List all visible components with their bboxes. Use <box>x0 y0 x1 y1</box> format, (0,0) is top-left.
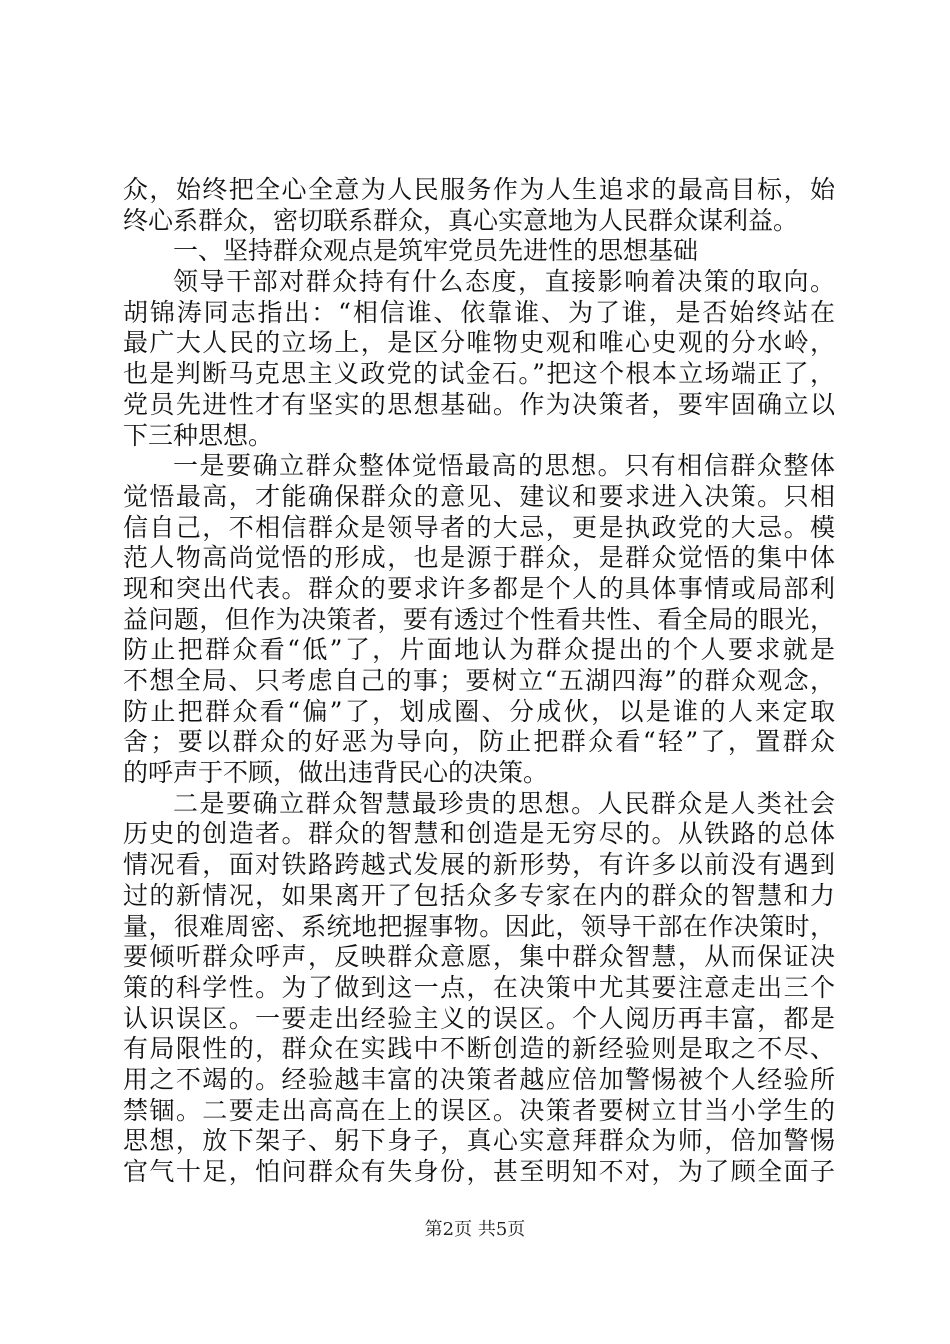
text-line: 用之不竭的。经验越丰富的决策者越应倍加警惕被个人经验所 <box>123 1064 835 1094</box>
text-line: 防止把群众看“低”了，片面地认为群众提出的个人要求就是 <box>123 635 835 665</box>
text-line: 信自己，不相信群众是领导者的大忌，更是执政党的大忌。模 <box>123 512 835 542</box>
text-line: 不想全局、只考虑自己的事；要树立“五湖四海”的群众观念， <box>123 666 835 695</box>
document-body <box>123 175 835 1188</box>
text-line: 一是要确立群众整体觉悟最高的思想。只有相信群众整体 <box>173 451 835 481</box>
text-line: 现和突出代表。群众的要求许多都是个人的具体事情或局部利 <box>123 573 835 603</box>
text-line: 党员先进性才有坚实的思想基础。作为决策者，要牢固确立以 <box>123 389 835 419</box>
text-line: 思想，放下架子、躬下身子，真心实意拜群众为师，倍加警惕 <box>123 1126 835 1156</box>
text-line: 下三种思想。 <box>123 420 274 450</box>
text-line: 禁锢。二要走出高高在上的误区。决策者要树立甘当小学生的 <box>123 1095 835 1125</box>
text-line: 也是判断马克思主义政党的试金石。”把这个根本立场端正了， <box>123 359 835 389</box>
text-line: 有局限性的，群众在实践中不断创造的新经验则是取之不尽、 <box>123 1034 835 1064</box>
text-line: 情况看，面对铁路跨越式发展的新形势，有许多以前没有遇到 <box>123 850 835 880</box>
text-line: 益问题，但作为决策者，要有透过个性看共性、看全局的眼光， <box>123 604 835 634</box>
text-line: 领导干部对群众持有什么态度，直接影响着决策的取向。 <box>173 267 835 297</box>
text-line: 历史的创造者。群众的智慧和创造是无穷尽的。从铁路的总体 <box>123 819 835 849</box>
text-line: 认识误区。一要走出经验主义的误区。个人阅历再丰富，都是 <box>123 1003 835 1033</box>
text-line: 胡锦涛同志指出：“相信谁、依靠谁、为了谁，是否始终站在 <box>123 297 835 327</box>
text-line: 终心系群众，密切联系群众，真心实意地为人民群众谋利益。 <box>123 205 799 235</box>
text-line: 量，很难周密、系统地把握事物。因此，领导干部在作决策时， <box>123 911 835 941</box>
text-line: 的呼声于不顾，做出违背民心的决策。 <box>123 758 549 788</box>
text-line: 过的新情况，如果离开了包括众多专家在内的群众的智慧和力 <box>123 880 835 910</box>
text-line: 要倾听群众呼声，反映群众意愿，集中群众智慧，从而保证决 <box>123 942 835 972</box>
text-line: 觉悟最高，才能确保群众的意见、建议和要求进入决策。只相 <box>123 481 835 511</box>
text-line: 舍；要以群众的好恶为导向，防止把群众看“轻”了，置群众 <box>123 727 835 757</box>
text-line: 官气十足，怕问群众有失身份，甚至明知不对，为了顾全面子 <box>123 1157 835 1186</box>
text-line: 众，始终把全心全意为人民服务作为人生追求的最高目标，始 <box>123 175 835 204</box>
text-line: 防止把群众看“偏”了，划成圈、分成伙，以是谁的人来定取 <box>123 696 835 726</box>
text-line: 策的科学性。为了做到这一点，在决策中尤其要注意走出三个 <box>123 972 835 1002</box>
text-line: 最广大人民的立场上，是区分唯物史观和唯心史观的分水岭， <box>123 328 835 358</box>
text-line: 范人物高尚觉悟的形成，也是源于群众，是群众觉悟的集中体 <box>123 543 835 573</box>
text-line: 一、坚持群众观点是筑牢党员先进性的思想基础 <box>173 236 699 266</box>
text-line: 二是要确立群众智慧最珍贵的思想。人民群众是人类社会 <box>173 788 835 818</box>
page-footer: 第2页 共5页 <box>424 1219 526 1240</box>
